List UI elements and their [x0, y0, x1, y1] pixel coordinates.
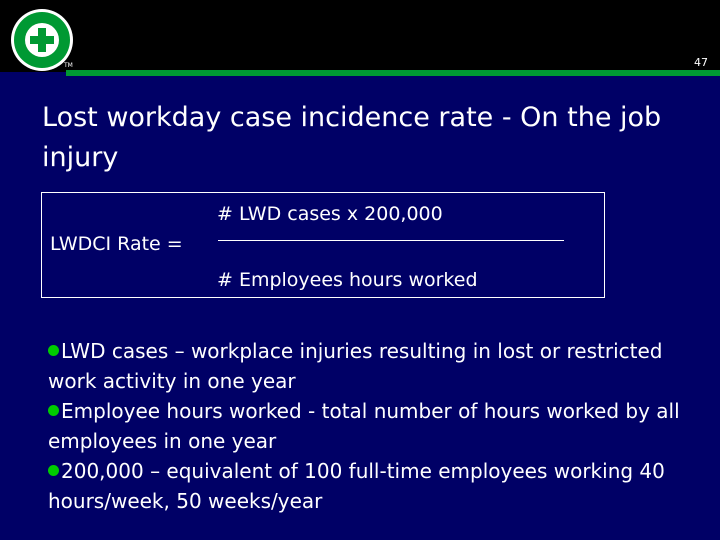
- header-band: [0, 0, 720, 72]
- bullet-text: Employee hours worked - total number of hours worked by all employees in one year: [48, 399, 680, 453]
- slide-number: 47: [694, 56, 708, 69]
- formula-box: [41, 192, 605, 298]
- formula-label: LWDCI Rate =: [50, 233, 183, 255]
- trademark: TM: [64, 62, 73, 69]
- bullet-item: [48, 396, 698, 456]
- bullet-dot-icon: [48, 345, 59, 356]
- header-rule: [66, 70, 720, 76]
- slide-title: Lost workday case incidence rate - On the job injury: [42, 102, 662, 173]
- formula-denominator: # Employees hours worked: [217, 269, 478, 291]
- bullet-item: [48, 456, 698, 516]
- bullet-text: LWD cases – workplace injuries resulting in lost or restricted work activity in one year: [48, 339, 663, 393]
- bullet-list: [48, 336, 698, 516]
- fraction-line: [218, 240, 564, 241]
- formula-numerator: # LWD cases x 200,000: [217, 203, 443, 225]
- bullet-dot-icon: [48, 465, 59, 476]
- bullet-text: 200,000 – equivalent of 100 full-time employees working 40 hours/week, 50 weeks/year: [48, 459, 665, 513]
- bullet-dot-icon: [48, 405, 59, 416]
- bullet-item: [48, 336, 698, 396]
